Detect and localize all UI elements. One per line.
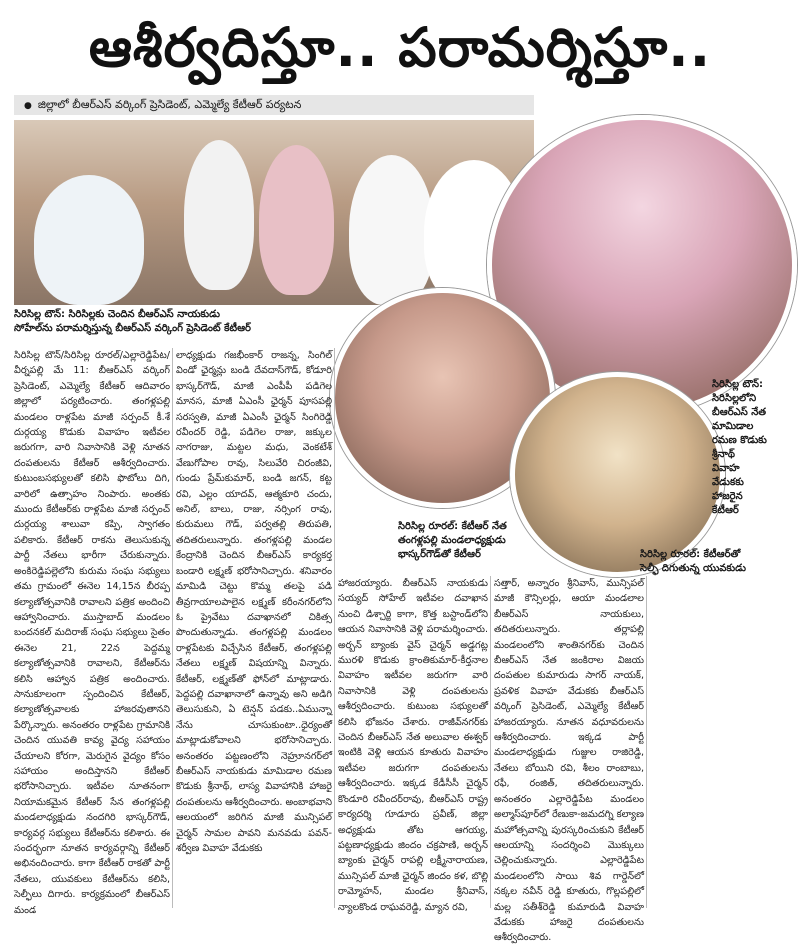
photo-person [259, 145, 334, 295]
column-divider [646, 576, 647, 908]
kicker-subheading: ● జిల్లాలో బీఆర్ఎస్ వర్కింగ్ ప్రెసిడెంట్, ఎమ్మెల్యే కేటీఆర్ పర్యటన [14, 95, 534, 115]
article-column-3: హాజరయ్యారు. బీఆర్ఎస్ నాయకుడు సయ్యద్ సోహేల్ ఇటీవల దవాఖాన నుంచి డిశ్చార్జి కాగా, కొత్త బస్టాండ్‌లోని ఆయన నివాసానికి వెళ్లి పరామర్శించారు. అర్బన్ బ్యాంకు వైస్ చైర్మన్ అడ్డగట్ల మురళి కొడుకు క్రాంతికుమార్-కీర్తనాల వివాహం ఇటీవల జరుగగా వారి నివాసానికి వెళ్లి దంపతులను ఆశీర్వదించారు. కుటుంబ సభ్యులతో కలిసి భోజనం చేశారు. రాజీవ్‌నగర్‌కు చెందిన బీఆర్ఎస్ నేత అలువాల ఈశ్వర్ ఇంటికి వెళ్లి ఆయన కూతురు వివాహం ఇటీవల జరుగగా దంపతులను ఆశీర్వదించారు. ఇక్కడ కేడీసీసీ చైర్మన్ కొండూరి రవీందర్‌రావు, బీఆర్ఎస్ రాష్ట్ర కార్యదర్శి గూడూరు ప్రవీణ్, జిల్లా అధ్యక్షుడు తోట ఆగయ్య, పట్టణాధ్యక్షుడు జిందం చక్రపాణి, అర్బన్ బ్యాంకు చైర్మన్ రాపల్లి లక్ష్మీనారాయణ, మున్సిపల్ మాజీ ఛైర్మన్ జిందం కళ, బొల్లి రామ్మోహన్, మండల శ్రీనివాస్, న్యాలకొండ రాఘవరెడ్డి, మ్యాన రవి, [338, 578, 488, 913]
column-divider [490, 576, 491, 908]
article-column-1: సిరిసిల్ల టౌన్/సిరిసిల్ల రూరల్/ఎల్లారెడ్డిపేట/వీర్నపల్లి మే 11: బీఆర్ఎస్ వర్కింగ్ ప్రెసిడెంట్, ఎమ్మెల్యే కేటీఆర్ ఆదివారం జిల్లాలో పర్యటించారు. తంగళ్లపల్లి మండలం రాళ్లపేట మాజీ సర్పంచ్ కీ.శే దుర్గయ్య కొడుకు వివాహం ఇటీవల జరుగగా, వారి నివాసానికి వెళ్లి నూతన దంపతులను కేటీఆర్ ఆశీర్వదించారు. కుటుంబసభ్యులతో కలిసి ఫొటోలు దిగి, వారిలో ఉత్సాహం నింపారు. అంతకు ముందు కేటీఆర్‌కు రాళ్లపేట మాజీ సర్పంచ్ దుర్గయ్య శాలువా కప్పి, స్వాగతం పలికారు. కేటీఆర్ రాకను తెలుసుకున్న పార్టీ నేతలు భారీగా చేరుకున్నారు. అంకిరెడ్డిపల్లెలోని కురుమ సంఘ సభ్యులు తమ గ్రామంలో ఈనెల 14,15న బీరప్ప కల్యాణోత్సవానికి రావాలని పత్రిక అందించి ఆహ్వానించారు. ముస్తాబాద్ మండలం బందనకల్ మదిరాజ్ సంఘ సభ్యులు సైతం ఈనెల 21, 22న పెద్దమ్మ కల్యాణోత్సవానికి రావాలని, కేటీఆర్‌ను కలిసి ఆహ్వాన పత్రిక అందించారు. సానుకూలంగా స్పందించిన కేటీఆర్, కల్యాణోత్సవాలకు హాజరవుతానని పేర్కొన్నారు. అనంతరం రాళ్లపేట గ్రామానికి చెందిన యువతి కావ్య వైద్య సహాయం చేయాలని కోరగా, మెరుగైన వైద్యం కోసం సహాయం అందిస్తానని కేటీఆర్ భరోసానిచ్చారు. ఇటీవల నూతనంగా నియామకమైన కేటీఆర్ సేన తంగళ్లపల్లి మండలాధ్యక్షుడు నందగిరి భాస్కర్‌గౌడ్, కార్యవర్గ సభ్యులు కేటీఆర్‌ను కలిశారు. ఈ సందర్భంగా నూతన కార్యవర్గాన్ని కేటీఆర్ అభినందించారు. కాగా కేటీఆర్ రాకతో పార్టీ నేతలు, యువకులు కేటీఆర్‌ను కలిసి, సెల్ఫీలు దిగారు. కార్యక్రమంలో బీఆర్ఎస్ మండ [14, 350, 170, 916]
photo-ktr-visit-sohail [14, 120, 534, 305]
column-divider [172, 348, 173, 908]
photo-person [184, 140, 254, 290]
caption-selfie-photo: సిరిసిల్ల రూరల్: కేటీఆర్‌తో సెల్ఫీ దిగుతున్న యువకుడు [640, 549, 746, 574]
article-column-2: లాధ్యక్షుడు గజభీంకార్ రాజన్న, సింగిల్ విండో ఛైర్మన్లు బండి దేవదాస్‌గౌడ్, కోడూరి భాస్కర్‌గౌడ్, మాజీ ఎంపీపీ పడిగెల మానస, మాజీ ఏఎంసీ ఛైర్మన్ పూసపల్లి సరస్వతి, మాజీ ఏఎంసీ ఛైర్మన్ సింగిరెడ్డి రవీందర్ రెడ్డి, పడిగెల రాజు, జక్కుల నాగరాజు, మట్టల మధు, వెంకటేశ్ వేణుగోపాల రావు, సిలువేరి చిరంజీవి, గుండు ప్రేమ్‌కుమార్, బండి జగన్, కట్ట రవి, ఎల్లం యాదవ్, ఆత్మకూరి చందు, అనిల్, బాలు, రాజు, నర్సింగ రావు, కురుమలు గౌడ్, పర్వతల్లి తిరుపతి, తదితరులున్నారు. తంగళ్లపల్లి మండల కేంద్రానికి చెందిన బీఆర్ఎస్ కార్యకర్త బండారి లక్ష్మణ్ భరోసానిచ్చారు. శనివారం మామిడి చెట్టు కొమ్మ తలపై పడి తీవ్రగాయాలపాలైన లక్ష్మణ్ కరీంనగర్‌లోని ఓ ప్రైవేటు దవాఖానలో చికిత్స పొందుతున్నాడు. తంగళ్లపల్లి మండలం రాళ్లపేటకు విచ్చేసిన కేటీఆర్, తంగళ్లపల్లి నేతలు లక్ష్మణ్ విషయాన్ని విన్నారు. కేటీఆర్, లక్ష్మణ్‌తో ఫోన్‌లో మాట్లాడారు. పెద్దపల్లి దవాఖానాలో ఉన్నావు అని అడిగి తెలుసుకుని, ఏ టెన్షన్ పడకు..ఏమున్నా నేను చూసుకుంటా..ధైర్యంతో మాట్లాడుకోవాలని భరోసానిచ్చారు. అనంతరం పట్టణంలోని నెహ్రూనగర్‌లో బీఆర్ఎస్ నాయకుడు మామిడాల రమణ కొడుకు శ్రీనాథ్, లాస్య వివాహానికి హాజరై దంపతులను ఆశీర్వదించారు. అంబాభవాని ఆలయంలో జరిగిన మాజీ మున్సిపల్ చైర్మన్ సామల పావని మనవడు పవన్-శర్వీణ వివాహ వేడుకకు [176, 350, 332, 854]
photo-person [349, 155, 434, 305]
article-column-4: సత్తార్, అన్నారం శ్రీనివాస్, మున్సిపల్ మాజీ కౌన్సిలర్లు, ఆయా మండలాల బీఆర్ఎస్ నాయకులు, తదితరులున్నారు. తర్లాపల్లి మండలంలోని శాంతినగర్‌కు చెందిన బీఆర్ఎస్ నేత జంకిరాల విజయ దంపతుల కుమారుడు సాగర్ నాయక్, ప్రవళిక వివాహ వేడుకకు బీఆర్ఎస్ వర్కింగ్ ప్రెసిడెంట్, ఎమ్మెల్యే కేటీఆర్ హాజరయ్యారు. నూతన వధూవరులను ఆశీర్వదించారు. ఇక్కడ పార్టీ మండలాధ్యక్షుడు గుజ్జుల రాజిరెడ్డి, నేతలు బోయిని రవి, శీలం రాంబాబు, రఫీ, రంజిత్, తదితరులున్నారు. అనంతరం ఎల్లారెడ్డిపేట మండలం అల్మాస్‌పూర్‌లో రేణుకా-జమదగ్ని కల్యాణ మహోత్సవాన్ని పురస్కరించుకుని కేటీఆర్ ఆలయాన్ని సందర్శించి మొక్కులు చెల్లించుకున్నారు. ఎల్లారెడ్డిపేట మండలంలోని సాయి శివ గార్డెన్‌లో నక్కల నవీన్ రెడ్డి కూతురు, గొల్లపల్లిలో మల్ల సతీశ్‌రెడ్డి కుమారుడి వివాహ వేడుకకు హాజరై దంపతులను ఆశీర్వదించారు. [494, 578, 644, 944]
caption-wedding-photo: సిరిసిల్ల టౌన్: సిరిసిల్లలోని బీఆర్ఎస్ నేత మామిడాల రమణ కొడుకు శ్రీనాథ్ వివాహ వేడుకకు హాజరైన కేటీఆర్ [712, 379, 767, 516]
caption-group-photo: సిరిసిల్ల రూరల్: కేటీఆర్ నేత తంగళ్లపల్లి మండలాధ్యక్షుడు భాస్కర్‌గౌడ్‌తో కేటీఆర్ [398, 521, 507, 560]
headline: ఆశీర్వదిస్తూ.. పరామర్శిస్తూ.. [88, 16, 712, 79]
column-divider [334, 348, 335, 908]
photo-person [34, 175, 144, 305]
caption-main-photo: సిరిసిల్ల టౌన్: సిరిసిల్లకు చెందిన బీఆర్ఎస్ నాయకుడు సోహేల్‌ను పరామర్శిస్తున్న బీఆర్ఎస్ వర్కింగ్ ప్రెసిడెంట్ కేటీఆర్ [14, 309, 251, 334]
